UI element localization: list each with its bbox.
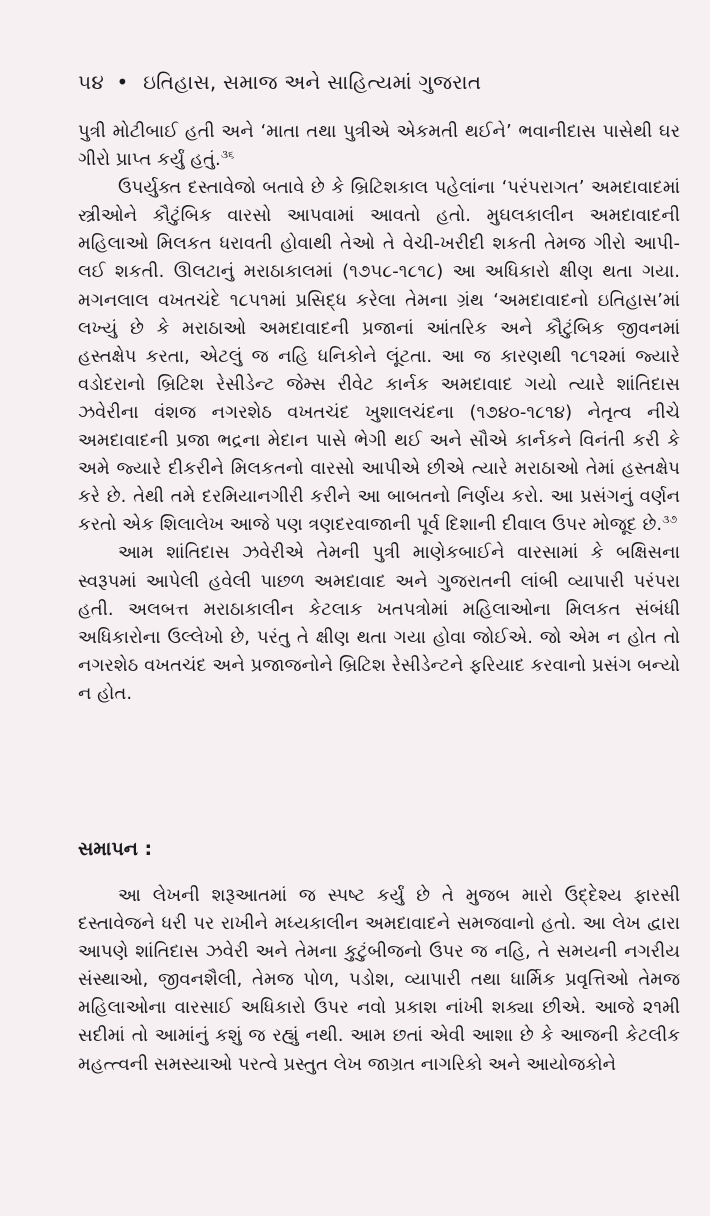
body-text bbox=[78, 118, 680, 708]
paragraph bbox=[78, 539, 680, 708]
paragraph bbox=[78, 174, 680, 539]
header-bullet: • bbox=[116, 70, 129, 94]
running-header bbox=[78, 70, 481, 94]
paragraph-text: આ લેખની શરૂઆતમાં જ સ્પષ્ટ કર્યું છે તે મુજબ મારો ઉદ્દેશ્ય ફારસી દસ્તાવેજને ધરી પર રાખીને મધ્યકાલીન અમદાવાદને સમજવાનો હતો. આ લેખ દ્વારા આપણે શાંતિદાસ ઝવેરી અને તેમના કુટુંબીજનો ઉપર જ નહિ, તે સમયની નગરીય સંસ્થાઓ, જીવનશૈલી, તેમજ પોળ, પડોશ, વ્યાપારી તથા ધાર્મિક પ્રવૃત્તિઓ તેમજ મહિલાઓના વારસાઈ અધિકારો ઉપર નવો પ્રકાશ નાંખી શક્યા છીએ. આજે ૨૧મી સદીમાં તો આમાંનું કશું જ રહ્યું નથી. આમ છતાં એવી આશા છે કે આજની કેટલીક મહત્ત્વની સમસ્યાઓ પરત્વે પ્રસ્તુત લેખ જાગ્રત નાગરિકો અને આયોજકોને bbox=[78, 885, 680, 1075]
section-heading: સમાપન : bbox=[78, 838, 153, 860]
page-number: ૫૪ bbox=[78, 70, 104, 94]
section-body-text bbox=[78, 882, 680, 1079]
paragraph-text: આમ શાંતિદાસ ઝવેરીએ તેમની પુત્રી માણેકબાઈને વારસામાં કે બક્ષિસના સ્વરૂપમાં આપેલી હવેલી પાછળ અમદાવાદ અને ગુજરાતની લાંબી વ્યાપારી પરંપરા હતી. અલબત્ત મરાઠાકાલીન કેટલાક ખતપત્રોમાં મહિલાઓના મિલકત સંબંધી અધિકારોના ઉલ્લેખો છે, પરંતુ તે ક્ષીણ થતા ગયા હોવા જોઈએ. જો એમ ન હોત તો નગરશેઠ વખતચંદ અને પ્રજાજનોને બ્રિટિશ રેસીડેન્ટને ફરિયાદ કરવાનો પ્રસંગ બન્યો ન હોત. bbox=[78, 542, 680, 704]
footnote-marker: ૩૬ bbox=[220, 148, 235, 162]
paragraph-text: ઉપર્યુક્ત દસ્તાવેજો બતાવે છે કે બ્રિટિશકાલ પહેલાંના ‘પરંપરાગત’ અમદાવાદમાં સ્ત્રીઓને કૌટુંબિક વારસો આપવામાં આવતો હતો. મુઘલકાલીન અમદાવાદની મહિલાઓ મિલકત ધરાવતી હોવાથી તેઓ તે વેચી-ખરીદી શકતી તેમજ ગીરો આપી-લઈ શકતી. ઊલટાનું મરાઠાકાલમાં (૧૭૫૮-૧૮૧૮) આ અધિકારો ક્ષીણ થતા ગયા. મગનલાલ વખતચંદે ૧૮૫૧માં પ્રસિદ્ધ કરેલા તેમના ગ્રંથ ‘અમદાવાદનો ઇતિહાસ’માં લખ્યું છે કે મરાઠાઓ અમદાવાદની પ્રજાનાં આંતરિક અને કૌટુંબિક જીવનમાં હસ્તક્ષેપ કરતા, એટલું જ નહિ ધનિકોને લૂંટતા. આ જ કારણથી ૧૮૧૨માં જ્યારે વડોદરાનો બ્રિટિશ રેસીડેન્ટ જેમ્સ રીવેટ કાર્નક અમદાવાદ ગયો ત્યારે શાંતિદાસ ઝવેરીના વંશજ નગરશેઠ વખતચંદ ખુશાલચંદના (૧૭૪૦-૧૮૧૪) નેતૃત્વ નીચે અમદાવાદની પ્રજા ભદ્રના મેદાન પાસે ભેગી થઈ અને સૌએ કાર્નકને વિનંતી કરી કે અમે જ્યારે દીકરીને મિલકતનો વારસો આપીએ છીએ ત્યારે મરાઠાઓ તેમાં હસ્તક્ષેપ કરે છે. તેથી તમે દરમિયાનગીરી કરીને આ બાબતનો નિર્ણય કરો. આ પ્રસંગનું વર્ણન કરતો એક શિલાલેખ આજે પણ ત્રણદરવાજાની પૂર્વ દિશાની દીવાલ ઉપર મોજૂદ છે. bbox=[78, 177, 680, 536]
footnote-marker: ૩૭ bbox=[662, 513, 678, 527]
paragraph bbox=[78, 882, 680, 1079]
paragraph bbox=[78, 118, 680, 174]
paragraph-text: પુત્રી મોટીબાઈ હતી અને ‘માતા તથા પુત્રીએ એકમતી થઈને’ ભવાનીદાસ પાસેથી ઘર ગીરો પ્રાપ્ત કર્યું હતું. bbox=[78, 121, 680, 171]
book-title: ઇતિહાસ, સમાજ અને સાહિત્યમાં ગુજરાત bbox=[143, 70, 482, 94]
